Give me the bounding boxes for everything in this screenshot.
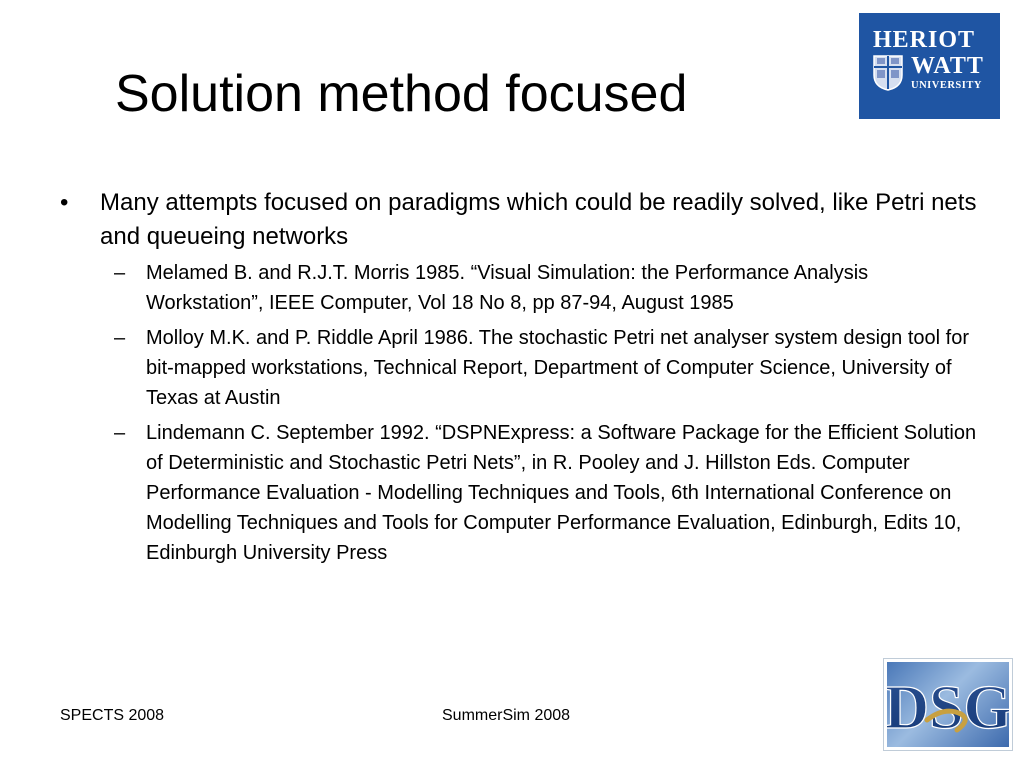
sub-bullet-text: Molloy M.K. and P. Riddle April 1986. The stochastic Petri net analyser system design tool for bit-mapped workstations, Technical Report, Department of Computer Science, University of Texas at Austin [146,327,970,409]
slide-body [60,186,980,573]
sub-bullet-marker: – [114,262,126,284]
sub-bullet-item [60,258,980,318]
bullet-marker: • [60,189,69,216]
sub-bullet-list [60,258,980,568]
logo-text-university: UNIVERSITY [911,80,982,91]
bullet-item [60,186,980,254]
sub-bullet-text: Melamed B. and R.J.T. Morris 1985. “Visual Simulation: the Performance Analysis Workstation”, IEEE Computer, Vol 18 No 8, pp 87-94, August 1985 [146,262,869,314]
logo-text-heriot: HERIOT [873,27,976,53]
sub-bullet-marker: – [114,422,126,444]
university-crest-icon [873,55,903,91]
dsg-monogram-icon [887,662,1009,747]
slide-title: Solution method focused [115,65,688,123]
footer-conference-center: SummerSim 2008 [442,707,571,724]
sub-bullet-item [60,323,980,413]
heriot-watt-university-logo [859,13,1000,119]
dsg-logo-text: DSG [887,674,1009,742]
dsg-logo [884,659,1012,750]
footer-conference-left: SPECTS 2008 [60,707,165,724]
sub-bullet-item [60,418,980,568]
bullet-text: Many attempts focused on paradigms which could be readily solved, like Petri nets and queueing networks [100,189,977,250]
logo-text-watt: WATT [911,53,984,79]
sub-bullet-text: Lindemann C. September 1992. “DSPNExpress: a Software Package for the Efficient Solution of Deterministic and Stochastic Petri Nets”, in R. Pooley and J. Hillston Eds. Computer Performance Evaluation - Modelling Techniques and Tools, 6th International Conference on Modelling Techniques and Tools for Computer Performance Evaluation, Edinburgh, Edits 10, Edinburgh University Press [146,422,977,564]
sub-bullet-marker: – [114,327,126,349]
